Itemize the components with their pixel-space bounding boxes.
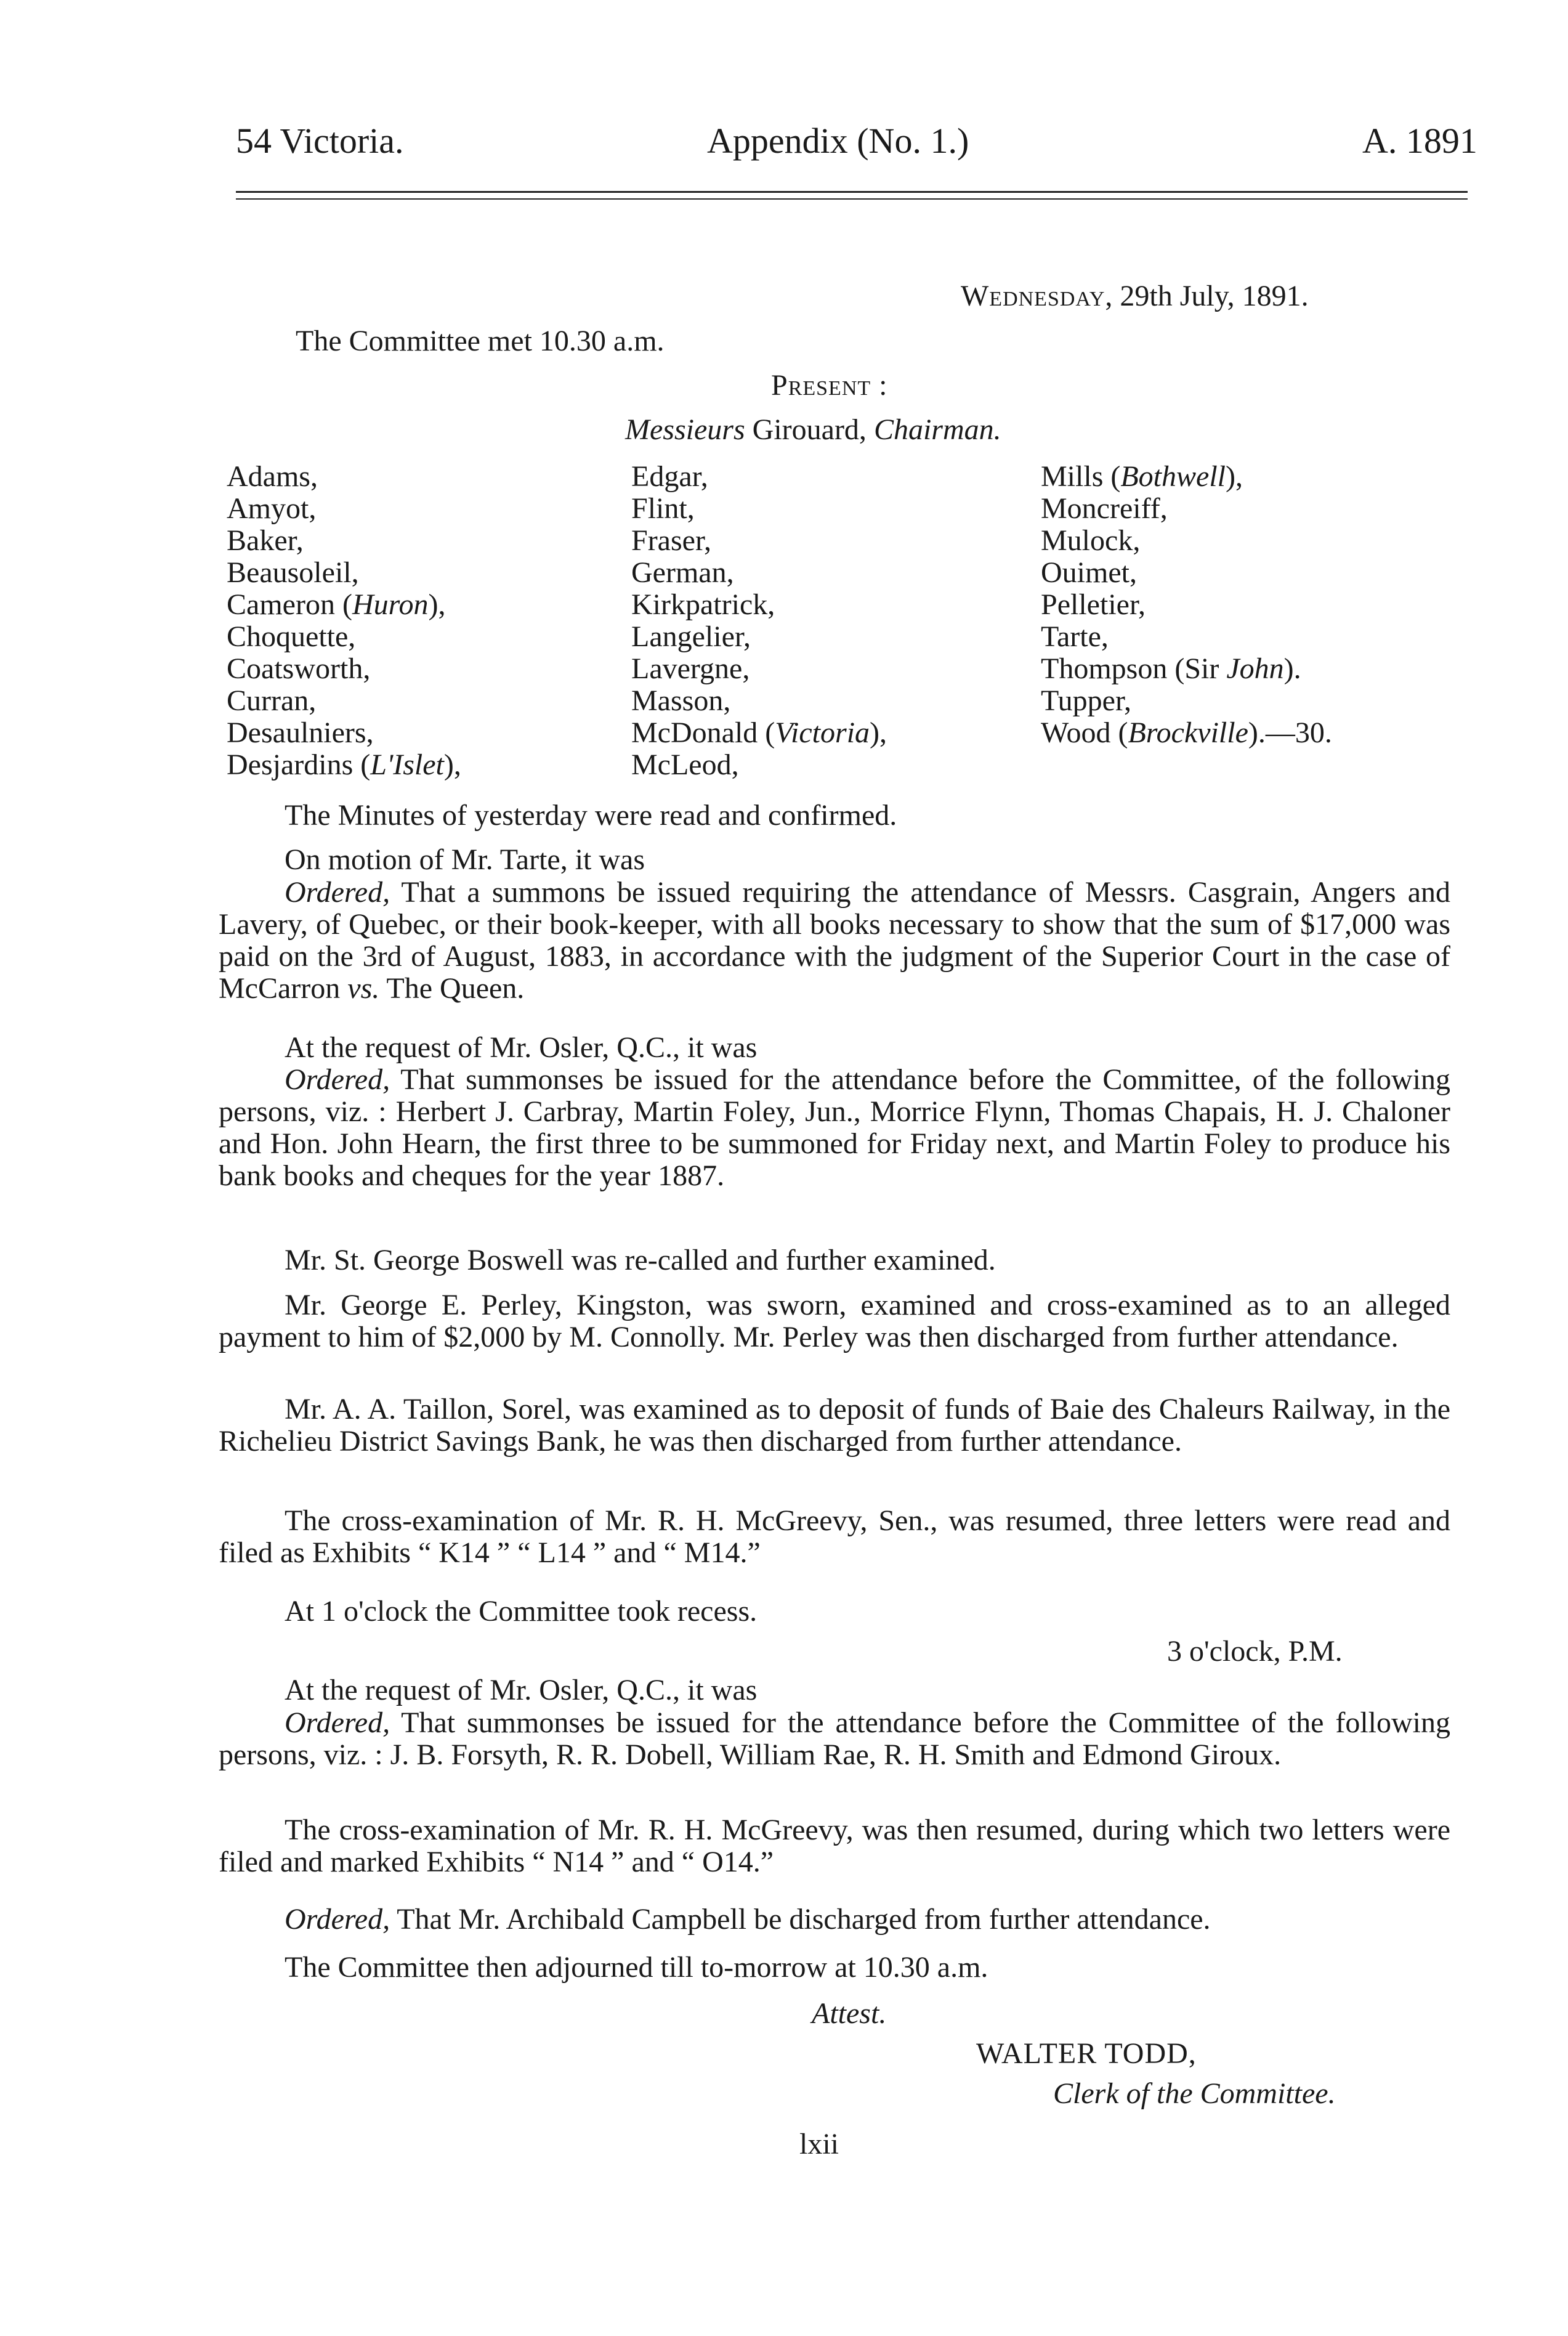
ordered-label: Ordered, (285, 876, 390, 909)
member-name: Desaulniers, (227, 716, 374, 749)
member-name: German, (631, 556, 734, 589)
constituency: Bothwell (1120, 460, 1226, 493)
member-name: Adams, (227, 460, 318, 493)
osler-request-2: At the request of Mr. Osler, Q.C., it was (285, 1674, 758, 1706)
member-name: Ouimet, (1041, 556, 1137, 589)
member-name: Baker, (227, 524, 304, 557)
chairman-name: Girouard, (745, 413, 874, 446)
attest-label: Attest. (812, 1997, 887, 2030)
member-name: Thompson (Sir John). (1041, 652, 1301, 685)
member-name: Cameron (Huron), (227, 588, 446, 621)
weekday: Wednesday (961, 280, 1105, 312)
ordered-label: Ordered, (285, 1903, 390, 1936)
chairman-role: Chairman. (873, 413, 1001, 446)
present-label: Present : (771, 369, 888, 402)
constituency: Victoria (775, 716, 870, 749)
meeting-time: The Committee met 10.30 a.m. (296, 325, 665, 357)
members-column-3 (1041, 461, 1332, 749)
versus-label: vs. (347, 972, 380, 1005)
member-name: Mills (Bothwell), (1041, 460, 1243, 493)
date-rest: , 29th July, 1891. (1105, 280, 1309, 312)
messieurs-label: Messieurs (625, 413, 745, 446)
member-name: Lavergne, (631, 652, 750, 685)
order-text: That summonses be issued for the attendance before the Committee, of the following persons, viz. : Herbert J. Carbray, Martin Foley, Jun., Morrice Flynn, Thomas Chapais, H. J. Chaloner and Hon. John Hearn, the first three to be summoned for Friday next, and Martin Foley to produce his bank books and cheques for the year 1887. (219, 1063, 1450, 1192)
member-name: Coatsworth, (227, 652, 371, 685)
minutes-confirmed: The Minutes of yesterday were read and confirmed. (285, 799, 897, 832)
page-number: lxii (799, 2128, 839, 2160)
signatory-title: Clerk of the Committee. (1053, 2077, 1336, 2110)
order-end: The Queen. (379, 972, 525, 1005)
mcgreevy-cross-examination-2: The cross-examination of Mr. R. H. McGreevy, was then resumed, during which two letters were filed and marked Exhibits “ N14 ” and “ O14.” (219, 1814, 1450, 1878)
ordered-label: Ordered, (285, 1706, 390, 1739)
member-name: Desjardins (L'Islet), (227, 748, 461, 781)
order-casgrain-summons (219, 877, 1450, 1005)
recess-line: At 1 o'clock the Committee took recess. (285, 1595, 758, 1628)
member-name: Langelier, (631, 620, 751, 653)
date-line (961, 280, 1309, 312)
constituency: John (1226, 652, 1284, 685)
signatory-name: WALTER TODD, (976, 2037, 1197, 2070)
constituency: L'Islet (370, 748, 444, 781)
order-forsyth-summons (219, 1707, 1450, 1771)
member-name: Edgar, (631, 460, 708, 493)
member-name: McLeod, (631, 748, 739, 781)
member-name: Curran, (227, 684, 317, 717)
order-text: That summonses be issued for the attendance before the Committee of the following persons, viz. : J. B. Forsyth, R. R. Dobell, William Rae, R. H. Smith and Edmond Giroux. (219, 1706, 1450, 1771)
constituency: Huron (352, 588, 429, 621)
member-name: Amyot, (227, 492, 317, 525)
order-text: That a summons be issued requiring the attendance of Messrs. Casgrain, Angers and Lavery, of Quebec, or their book-keeper, with all books necessary to show that the sum of $17,000 was paid on the 3rd of August, 1883, in accordance with the judgment of the Superior Court in the case of McCarron (219, 876, 1450, 1005)
afternoon-time: 3 o'clock, P.M. (1167, 1635, 1343, 1668)
member-name: Kirkpatrick, (631, 588, 775, 621)
constituency: Brockville (1128, 716, 1248, 749)
adjournment-line: The Committee then adjourned till to-morrow at 10.30 a.m. (285, 1951, 988, 1984)
header-appendix: Appendix (No. 1.) (707, 121, 969, 161)
members-column-1 (227, 461, 461, 781)
member-name: Tupper, (1041, 684, 1131, 717)
member-name: Pelletier, (1041, 588, 1146, 621)
taillon-examined: Mr. A. A. Taillon, Sorel, was examined as to deposit of funds of Baie des Chaleurs Railway, in the Richelieu District Savings Bank, he was then discharged from further attendance. (219, 1393, 1450, 1458)
order-campbell-discharged (285, 1904, 1211, 1936)
member-name: Beausoleil, (227, 556, 359, 589)
member-name: Masson, (631, 684, 731, 717)
member-name: Choquette, (227, 620, 356, 653)
member-name: Wood (Brockville).—30. (1041, 716, 1332, 749)
boswell-examined: Mr. St. George Boswell was re-called and further examined. (285, 1244, 996, 1276)
member-name: Mulock, (1041, 524, 1141, 557)
header-year: A. 1891 (1362, 121, 1477, 161)
order-carbray-summons (219, 1064, 1450, 1192)
ordered-label: Ordered, (285, 1063, 390, 1096)
perley-examined: Mr. George E. Perley, Kingston, was sworn, examined and cross-examined as to an alleged payment to him of $2,000 by M. Connolly. Mr. Perley was then discharged from further attendance. (219, 1289, 1450, 1353)
member-name: Flint, (631, 492, 695, 525)
osler-request-1: At the request of Mr. Osler, Q.C., it was (285, 1031, 758, 1064)
mcgreevy-cross-examination-1: The cross-examination of Mr. R. H. McGreevy, Sen., was resumed, three letters were read and filed as Exhibits “ K14 ” “ L14 ” and “ M14.” (219, 1504, 1450, 1569)
member-name: Fraser, (631, 524, 712, 557)
motion-line: On motion of Mr. Tarte, it was (285, 843, 645, 876)
order-text: That Mr. Archibald Campbell be discharged from further attendance. (390, 1903, 1211, 1936)
member-name: Tarte, (1041, 620, 1109, 653)
header-rule-bottom (236, 198, 1468, 200)
member-name: McDonald (Victoria), (631, 716, 887, 749)
header-rule-top (236, 191, 1468, 193)
member-name: Moncreiff, (1041, 492, 1168, 525)
chairman-line (625, 414, 1001, 446)
members-column-2 (631, 461, 887, 781)
header-session: 54 Victoria. (236, 121, 404, 161)
